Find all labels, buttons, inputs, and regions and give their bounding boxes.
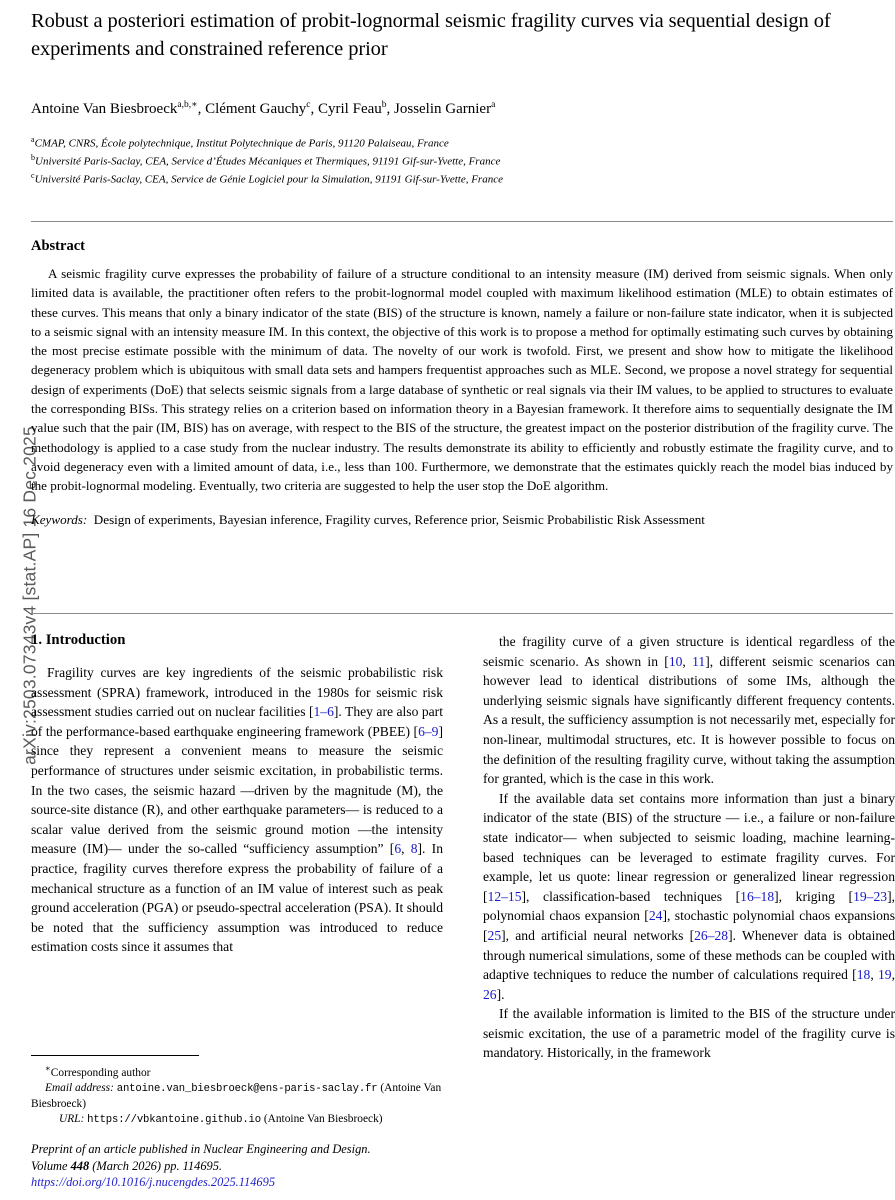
affiliation-text-c: Université Paris-Saclay, CEA, Service de Génie Logiciel pour la Simulation, 91191 Gif-sur-Yvette, France — [34, 173, 503, 186]
preprint-volume-line — [31, 1158, 501, 1175]
preprint-journal-line: Preprint of an article published in Nuclear Engineering and Design. — [31, 1142, 371, 1156]
paper-header — [31, 0, 895, 187]
paragraph-right-2 — [483, 789, 895, 1005]
doi-link[interactable]: https://doi.org/10.1016/j.nucengdes.2025.114695 — [31, 1175, 276, 1190]
footnote-corresponding-text: Corresponding author — [50, 1066, 151, 1079]
affiliation-list — [31, 133, 895, 187]
paragraph-right-1 — [483, 632, 895, 789]
text-run: If the available data set contains more information than just a binary indicator of the state (BIS) of the structure — i.e., a failure or non-failure state indicator— when subjected to seismic loading, machine learning-based techniques can be leveraged to estimate fragility curves. For example, let us quote: linear regression or generalized linear regression [ — [483, 790, 895, 904]
affiliation-marker-a: a — [31, 135, 35, 144]
paragraph-right-3: If the available information is limited to the BIS of the structure under seismic excitation, the use of a parametric model of the fragility curve is mandatory. Historically, in the framework — [483, 1006, 895, 1061]
footnote-url-line — [31, 1112, 443, 1128]
page-title: Robust a posteriori estimation of probit-lognormal seismic fragility curves via sequential design of experiments and constrained reference prior — [31, 10, 831, 60]
citation-link[interactable]: 26 — [483, 986, 497, 1002]
body-column-left — [31, 632, 443, 957]
affiliation-marker-b: b — [31, 153, 35, 163]
footnote-url-label: URL: — [59, 1113, 85, 1126]
preprint-volume-word: Volume — [31, 1158, 71, 1173]
paragraph-left-1 — [31, 663, 443, 957]
citation-link[interactable]: 11 — [692, 653, 706, 669]
abstract-bottom-divider — [31, 613, 893, 614]
citation-link[interactable]: 19–23 — [853, 888, 888, 904]
arxiv-identifier-stamp: arXiv:2503.07343v4 [stat.AP] 16 Dec 2025 — [19, 426, 40, 765]
author-affil-marker-4: a — [491, 100, 496, 110]
text-run: ]. Whenever data is obtained through numerical simulations, some of these methods can be coupled with adaptive techniques to reduce the number of calculations required [ — [483, 927, 895, 983]
text-run: ]. — [496, 986, 505, 1002]
footnote-email-owner: (Antoine Van Biesbroeck) — [31, 1082, 442, 1111]
author-affil-marker-3: b — [381, 100, 387, 110]
affiliation-text-b: Université Paris-Saclay, CEA, Service d’Études Mécaniques et Thermiques, 91191 Gif-sur-Yvette, France — [35, 155, 501, 168]
text-run: , — [401, 841, 411, 857]
author-name-1: Antoine Van Biesbroeck — [31, 101, 178, 117]
footnote-marker: ∗ — [45, 1063, 51, 1073]
text-run: , — [682, 653, 693, 669]
author-separator-3: , — [386, 101, 395, 117]
citation-link[interactable]: 1–6 — [313, 704, 334, 720]
affiliation-c — [31, 169, 895, 187]
abstract-section — [31, 238, 893, 529]
citation-link[interactable]: 19 — [878, 967, 892, 983]
citation-link[interactable]: 6–9 — [418, 723, 439, 739]
author-affil-marker-1: a,b,∗ — [177, 100, 198, 110]
abstract-body: A seismic fragility curve expresses the probability of failure of a structure conditional to an intensity measure (IM) derived from seismic signals. When only limited data is available, the practitioner often refers to the probit-lognormal model coupled with maximum likelihood estimation (MLE) to obtain estimates of these curves. This means that only a binary indicator of the state (BIS) of the structure is known, namely a failure or non-failure state indicator, when it is subjected to a seismic signal with an intensity measure IM. In this context, the objective of this work is to propose a method for optimally estimating such curves by obtaining the most precise estimate possible with the minimum of data. The novelty of our work is twofold. First, we present and show how to mitigate the likelihood degeneracy problem which is ubiquitous with small data sets and hampers frequentist approaches such as MLE. Second, we propose a novel strategy for sequential design of experiments (DoE) that selects seismic signals from a large database of synthetic or real signals via their IM values, to be applied to structures to evaluate the corresponding BISs. This strategy relies on a criterion based on information theory in a Bayesian framework. It therefore aims to sequentially designate the IM value such that the pair (IM, BIS) has on average, with respect to the BIS of the structure, the greatest impact on the posterior distribution of the fragility curve. The methodology is applied to a case study from the nuclear industry. The results demonstrate its ability to efficiently and robustly estimate the fragility curve, and to avoid degeneracy even with a limited amount of data, i.e., less than 100. Furthermore, we demonstrate that the estimates quickly reach the model bias induced by the probit-lognormal modeling. Eventually, two criteria are suggested to help the user stop the DoE algorithm. — [31, 266, 893, 494]
text-run: ] since they represent a convenient means to measure the seismic performance of structures under seismic excitation, in probabilistic terms. In the two cases, the seismic hazard —driven by the magnitude (M), the source-site distance (R), and other earthquake parameters— is reduced to a scalar value derived from the seismic ground motion —the intensity measure (IM)— under the so-called “sufficiency assumption” [ — [31, 723, 443, 857]
affiliation-b — [31, 151, 895, 169]
text-run: ]. In practice, fragility curves therefore express the probability of failure of a mechanical structure as a function of an IM value of interest such as peak ground acceleration (PGA) or pseudo-spectral acceleration (PSA). It should be noted that the sufficiency assumption was introduced to reduce estimation costs since it assumes that — [31, 841, 443, 955]
preprint-volume-rest: (March 2026) pp. 114695. — [89, 1158, 223, 1173]
footnote-divider — [31, 1055, 199, 1056]
abstract-top-divider — [31, 221, 893, 222]
text-run: ], kriging [ — [774, 888, 854, 904]
citation-link[interactable]: 8 — [410, 841, 418, 857]
author-name-3: Cyril Feau — [318, 101, 382, 117]
text-run: ], classification-based techniques [ — [521, 888, 741, 904]
text-run: ]. They are also part of the performance-based earthquake engineering framework (PBEE) [ — [31, 704, 443, 739]
author-separator-1: , — [197, 101, 206, 117]
text-run: , — [870, 967, 878, 983]
footnote-url-owner: (Antoine Van Biesbroeck) — [263, 1113, 383, 1126]
preprint-volume-number: 448 — [70, 1158, 90, 1173]
footnote-email-value[interactable]: antoine.van_biesbroeck@ens-paris-saclay.fr — [116, 1083, 378, 1095]
citation-link[interactable]: 24 — [648, 908, 663, 924]
citation-link[interactable]: 26–28 — [694, 927, 729, 943]
text-run: ], different seismic scenarios can however lead to identical distributions of some IMs, although the underlying seismic signals have significantly different frequency contents. As a result, the sufficiency assumption is not necessarily met, especially for non-linear, multimodal structures, etc. It is however possible to focus on the definition of the resulting fragility curve, without taking the assumption for granted, which is the case in this work. — [483, 653, 895, 787]
text-run: ], stochastic polynomial chaos expansions [ — [483, 908, 895, 943]
author-affil-marker-2: c — [306, 100, 311, 110]
citation-link[interactable]: 6 — [394, 841, 402, 857]
author-name-4: Josselin Garnier — [394, 101, 492, 117]
footnote-email-label: Email address: — [45, 1082, 114, 1094]
citation-link[interactable]: 25 — [487, 927, 502, 943]
text-run: ], and artificial neural networks [ — [501, 927, 695, 943]
keywords-values: Design of experiments, Bayesian inference, Fragility curves, Reference prior, Seismic Probabilistic Risk Assessment — [93, 511, 705, 527]
abstract-heading: Abstract — [31, 238, 85, 254]
citation-link[interactable]: 10 — [668, 653, 683, 669]
footnote-corresponding-author — [31, 1061, 443, 1081]
keywords-line — [31, 511, 893, 529]
citation-link[interactable]: 12–15 — [487, 888, 522, 904]
footnote-email-line — [31, 1081, 443, 1112]
citation-link[interactable]: 16–18 — [740, 888, 775, 904]
text-run: , — [891, 967, 895, 983]
section-heading-introduction: 1. Introduction — [31, 632, 126, 648]
keywords-label: Keywords: — [31, 511, 88, 527]
body-column-right — [483, 632, 895, 1063]
author-list — [31, 96, 895, 119]
preprint-footer — [31, 1141, 501, 1191]
footnote-url-value[interactable]: https://vbkantoine.github.io — [87, 1114, 261, 1127]
affiliation-a — [31, 133, 895, 151]
author-name-2: Clément Gauchy — [205, 101, 307, 117]
text-run: the fragility curve of a given structure is identical regardless of the seismic scenario. As shown in [ — [483, 634, 895, 669]
text-run: Fragility curves are key ingredients of the seismic probabilistic risk assessment (SPRA) framework, introduced in the 1980s for seismic risk assessment studies carried out on nuclear facilities [ — [31, 665, 443, 720]
text-run: ], polynomial chaos expansion [ — [483, 888, 895, 924]
affiliation-marker-c: c — [31, 171, 35, 181]
footnote-block — [31, 1055, 443, 1129]
citation-link[interactable]: 18 — [856, 967, 871, 983]
author-separator-2: , — [310, 101, 319, 117]
affiliation-text-a: CMAP, CNRS, École polytechnique, Institut Polytechnique de Paris, 91120 Palaiseau, France — [34, 137, 449, 150]
